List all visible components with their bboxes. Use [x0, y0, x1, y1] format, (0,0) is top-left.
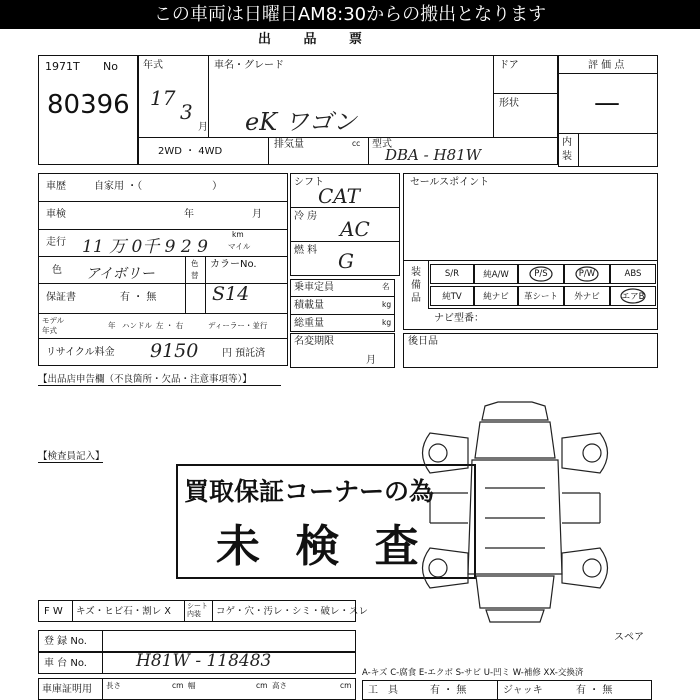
displacement-label: 排気量 — [274, 139, 304, 150]
tools-options: 有 ・ 無 — [430, 685, 467, 696]
dealer-label: ディーラー・並行 — [208, 321, 268, 330]
stamp-line-2: 未 検 査 — [216, 521, 429, 572]
inspection-year-unit: 年 — [184, 209, 194, 220]
name-label: 車名・グレード — [214, 60, 284, 71]
interior-label-2: 装 — [562, 151, 572, 162]
grade-value: — — [594, 88, 620, 118]
month-value: 3 — [180, 100, 193, 124]
seat-text: コゲ・穴・汚レ・シミ・破レ・スレ — [216, 606, 369, 617]
mileage-label: 走行 — [46, 237, 66, 248]
name-change-unit: 月 — [366, 355, 376, 366]
mileage-value: 11 万 0千 9 2 9 — [82, 237, 208, 257]
tools-label: 工 具 — [368, 685, 398, 696]
recycle-value: 9150 — [150, 340, 199, 362]
mileage-unit-km: km — [232, 230, 244, 239]
interior-label-1: 内 — [562, 137, 572, 148]
year-value: 17 — [150, 86, 176, 110]
warranty-options: 有 ・ 無 — [120, 292, 157, 303]
inspection-label: 車検 — [46, 209, 66, 220]
height-unit: cm — [340, 681, 352, 690]
lot-tag: 1971T — [45, 60, 80, 73]
navi-model-label: ナビ型番： — [434, 313, 484, 324]
equip-alloy-wheels: 純A/W — [474, 264, 518, 284]
mileage-unit-mile: マイル — [228, 242, 251, 251]
shift-label: シフト — [294, 177, 324, 188]
spare-label: スペア — [614, 632, 644, 643]
length-label: 長さ — [106, 681, 121, 690]
recycle-label: リサイクル料金 — [46, 347, 115, 358]
model-value: DBA - H81W — [385, 146, 482, 164]
shift-value: CAT — [318, 184, 360, 208]
equipment-label: 装 備 品 — [411, 267, 421, 304]
name-change-label: 名変期限 — [294, 336, 334, 347]
model-year-label-1: モデル — [42, 316, 65, 325]
damage-code-legend: A-キズ C-腐食 E-エクボ S-サビ U-凹ミ W-補修 XX-交換済 — [362, 668, 584, 678]
later-items-box — [403, 333, 658, 368]
seat-label: シート内装 — [187, 602, 208, 618]
load-label: 積載量 — [294, 300, 324, 311]
month-unit: 月 — [198, 122, 208, 133]
chassis-value: H81W - 118483 — [136, 651, 272, 671]
fuel-label: 燃 料 — [294, 245, 318, 256]
width-label: 幅 — [188, 681, 196, 690]
jack-label: ジャッキ — [503, 685, 543, 696]
capacity-unit: 名 — [382, 282, 390, 291]
color-no-value: S14 — [212, 283, 250, 305]
capacity-label: 乗車定員 — [294, 282, 334, 293]
equip-leather-seat: 革シート — [518, 286, 564, 306]
sheet-title-fragment: 出 品 票 — [258, 32, 377, 47]
inspector-notes-label: 【検査員記入】 — [38, 451, 105, 462]
ac-value: AC — [340, 217, 370, 241]
color-no-label: カラーNo. — [210, 259, 257, 270]
recycle-unit: 円 預託済 — [222, 348, 266, 359]
fw-text: キズ・ヒビ石・割レ X — [76, 606, 171, 617]
equip-aftermarket-navi: 外ナビ — [564, 286, 610, 306]
stamp-line-1: 買取保証コーナーの為 — [184, 477, 435, 506]
history-options: 自家用 ・（ ） — [94, 181, 223, 192]
model-year-unit: 年 — [108, 321, 116, 330]
equip-sunroof: S/R — [430, 264, 474, 284]
reg-no-label: 登 録 No. — [44, 636, 87, 647]
history-label: 車歴 — [46, 181, 66, 192]
jack-options: 有 ・ 無 — [576, 685, 613, 696]
model-label: 型式 — [372, 139, 392, 150]
shape-label: 形状 — [499, 98, 519, 109]
color-paint-2: 替 — [191, 271, 199, 280]
fuel-value: G — [338, 249, 354, 273]
gross-unit: kg — [382, 318, 392, 327]
lot-number: 80396 — [47, 90, 130, 120]
grade-label: 評 価 点 — [588, 60, 625, 71]
color-paint-1: 色 — [191, 259, 199, 268]
fw-label: F W — [44, 606, 63, 617]
width-unit: cm — [256, 681, 268, 690]
height-label: 高さ — [272, 681, 287, 690]
cert-label: 車庫証明用 — [42, 684, 92, 695]
pickup-notice-banner: この車両は日曜日AM8:30からの搬出となります — [0, 0, 700, 29]
handle-label: ハンドル — [122, 321, 152, 330]
equip-abs: ABS — [610, 264, 656, 284]
chassis-label: 車 台 No. — [44, 658, 87, 669]
equip-navi: 純ナビ — [474, 286, 518, 306]
later-items-label: 後日品 — [408, 336, 438, 347]
equip-tv: 純TV — [430, 286, 474, 306]
color-value: アイボリー — [86, 266, 155, 282]
gross-label: 総重量 — [294, 318, 324, 329]
equip-power-windows: P/W — [564, 264, 610, 284]
year-label: 年式 — [143, 60, 163, 71]
length-unit: cm — [172, 681, 184, 690]
name-value: eK ワゴン — [245, 108, 357, 136]
handle-options: 左 ・ 右 — [156, 321, 184, 330]
equip-airbag: エアB — [610, 286, 656, 306]
door-label: ドア — [499, 60, 519, 71]
load-unit: kg — [382, 300, 392, 309]
warranty-label: 保証書 — [46, 292, 76, 303]
car-body-diagram — [410, 398, 620, 628]
sales-point-label: セールスポイント — [410, 177, 490, 188]
equip-power-steering: P/S — [518, 264, 564, 284]
color-label: 色 — [52, 265, 62, 276]
lot-no-label: No — [103, 60, 118, 73]
exhibitor-notes-label: 【出品店申告欄（不良箇所・欠品・注意事項等）】 — [38, 374, 252, 385]
model-year-label-2: 年式 — [42, 326, 57, 335]
displacement-unit: cc — [352, 139, 361, 148]
inspection-month-unit: 月 — [252, 209, 262, 220]
drive-label: 2WD ・ 4WD — [158, 146, 223, 157]
ac-label: 冷 房 — [294, 211, 318, 222]
